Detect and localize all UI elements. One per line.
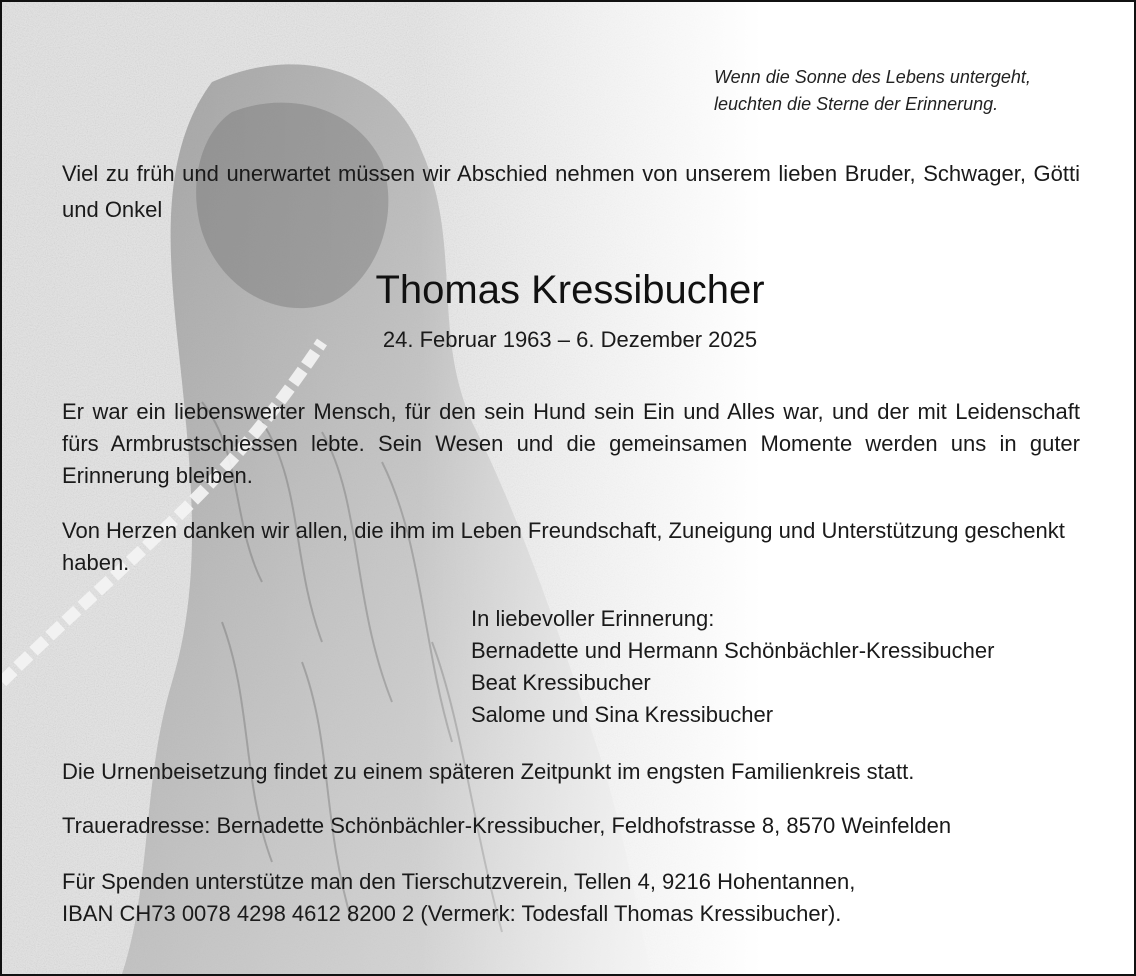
signer-name: Salome und Sina Kressibucher: [471, 702, 774, 727]
deceased-name: Thomas Kressibucher: [375, 268, 765, 312]
donation-line-2: IBAN CH73 0078 4298 4612 8200 2 (Vermerk: Todesfall Thomas Kressibucher).: [62, 901, 842, 926]
epigraph-quote: [714, 64, 1031, 118]
quote-line-1: Wenn die Sonne des Lebens untergeht,: [714, 67, 1031, 87]
signer-name: Beat Kressibucher: [471, 670, 651, 695]
donation-line-1: Für Spenden unterstütze man den Tierschutzverein, Tellen 4, 9216 Hohentannen,: [62, 869, 856, 894]
thanks-paragraph: Von Herzen danken wir allen, die ihm im Leben Freundschaft, Zuneigung und Unterstützung geschenkt haben.: [62, 518, 1065, 575]
quote-line-2: leuchten die Sterne der Erinnerung.: [714, 94, 999, 114]
mourning-address: Traueradresse: Bernadette Schönbächler-Kressibucher, Feldhofstrasse 8, 8570 Weinfelden: [62, 813, 952, 838]
burial-notice: Die Urnenbeisetzung findet zu einem späteren Zeitpunkt im engsten Familienkreis statt.: [62, 759, 915, 784]
signer-name: Bernadette und Hermann Schönbächler-Kressibucher: [471, 638, 995, 663]
donation-info: [62, 866, 855, 930]
life-dates: 24. Februar 1963 – 6. Dezember 2025: [382, 327, 758, 352]
tribute-paragraph: Er war ein liebenswerter Mensch, für den sein Hund sein Ein und Alles war, und der mit Leidenschaft fürs Armbrustschiessen lebte. Sein Wesen und die gemeinsamen Momente werden uns in guter Erinnerung bleiben.: [62, 399, 1080, 488]
intro-text: Viel zu früh und unerwartet müssen wir Abschied nehmen von unserem lieben Bruder, Schwager, Götti und Onkel: [62, 161, 1080, 222]
signers-heading: In liebevoller Erinnerung:: [471, 606, 715, 631]
signers-block: [471, 603, 994, 731]
